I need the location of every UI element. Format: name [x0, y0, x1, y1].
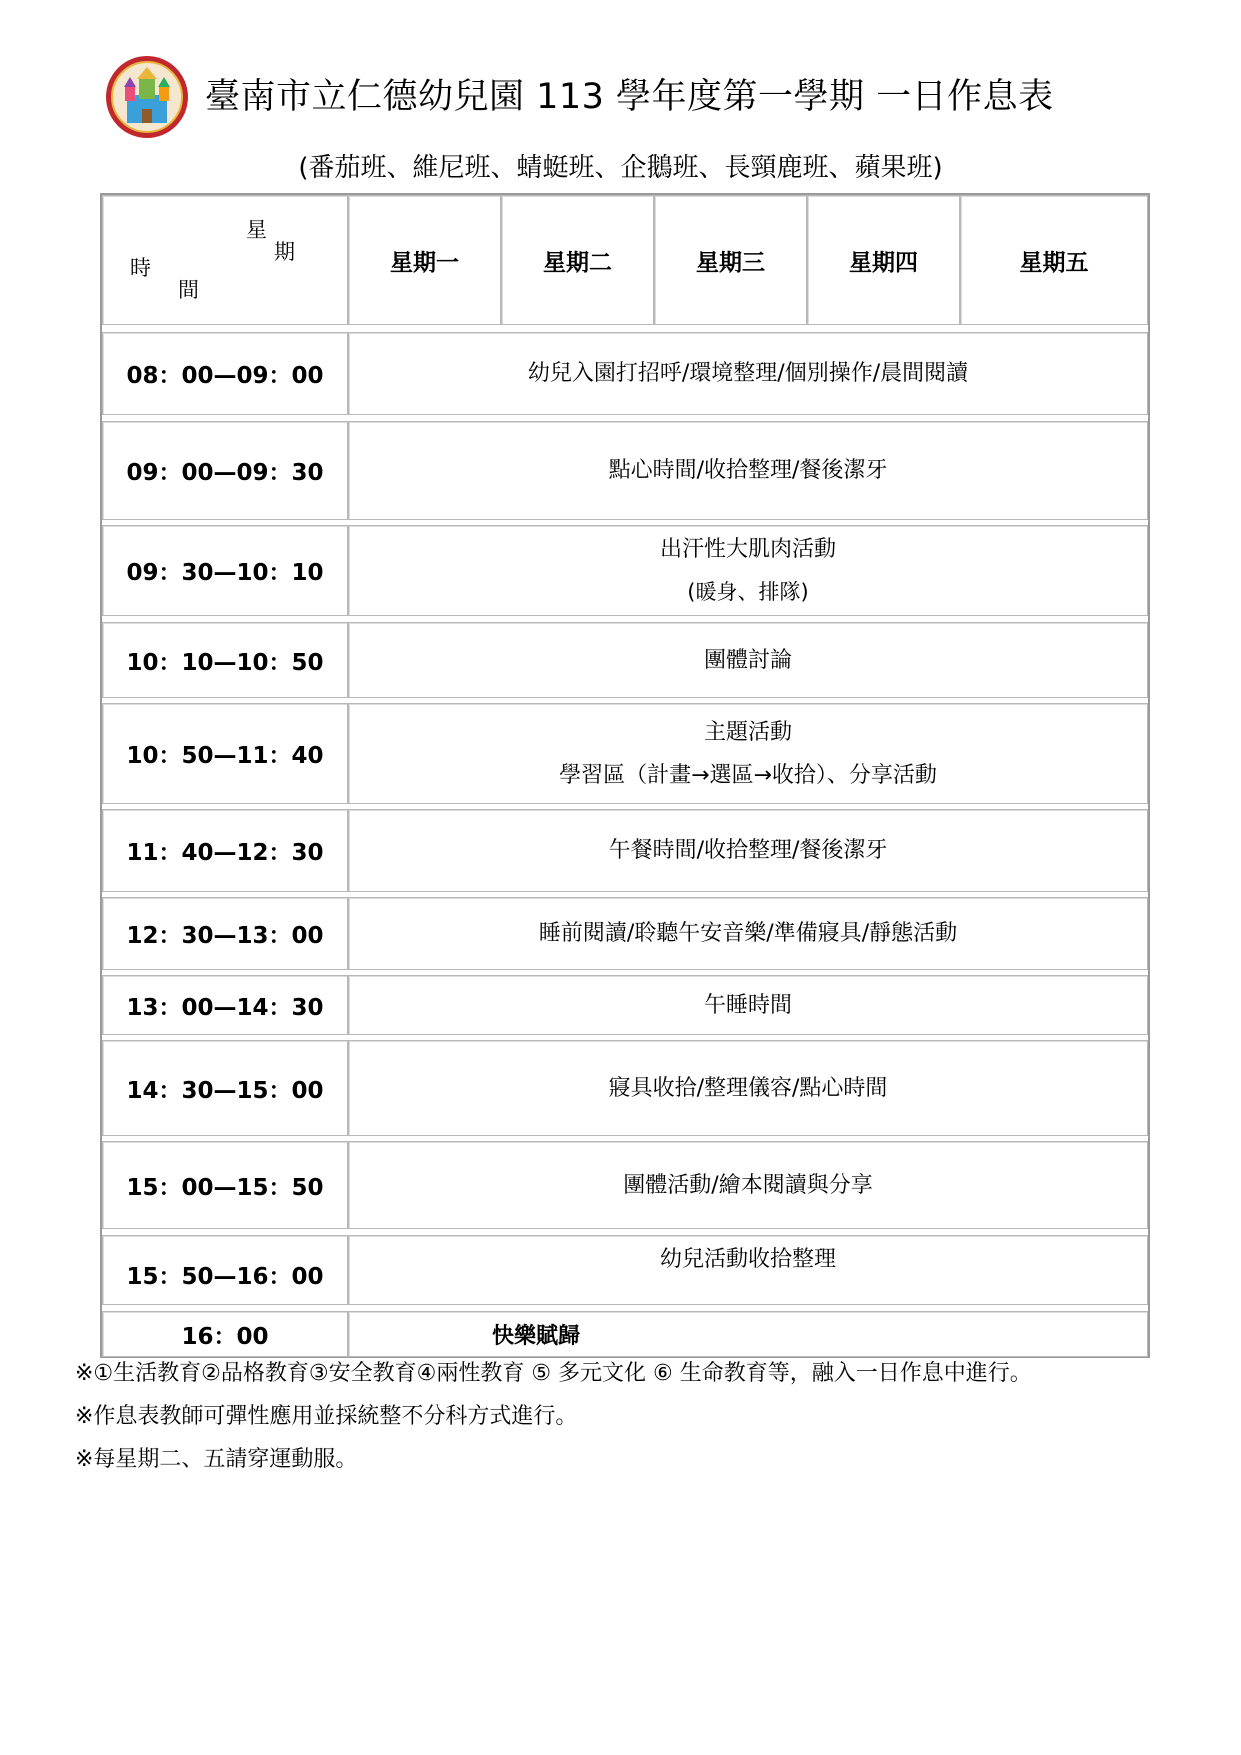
class-list-subtitle: (番茄班、維尼班、蜻蜓班、企鵝班、長頸鹿班、蘋果班): [298, 153, 943, 183]
time-cell: 10：10—10：50: [102, 622, 348, 698]
activity-cell: [348, 1040, 1148, 1136]
day-header-mon: 星期一: [348, 195, 501, 325]
activity-line: 午睡時間: [703, 992, 792, 1018]
activity-line: 幼兒入園打招呼/環境整理/個別操作/晨間閱讀: [527, 361, 969, 386]
corner-label-shi: 時: [130, 256, 151, 280]
corner-label-jian: 間: [178, 278, 199, 302]
activity-line: 出汗性大肌肉活動: [659, 536, 836, 562]
activity-cell: [348, 809, 1148, 892]
activity-line: 睡前閱讀/聆聽午安音樂/準備寢具/靜態活動: [538, 921, 958, 946]
school-logo-icon: [105, 55, 189, 139]
time-cell: 13：00—14：30: [102, 975, 348, 1035]
corner-label-xing: 星: [246, 218, 267, 242]
day-header-thu: 星期四: [807, 195, 960, 325]
activity-line: 主題活動: [703, 719, 792, 745]
note-item: ※①生活教育②品格教育③安全教育④兩性教育 ⑤ 多元文化 ⑥ 生命教育等，融入一日作息中進行。: [75, 1361, 1032, 1386]
activity-line: (暖身、排隊): [687, 579, 809, 604]
activity-cell: [348, 975, 1148, 1035]
note-item: ※作息表教師可彈性應用並採統整不分科方式進行。: [75, 1404, 578, 1429]
corner-header-cell: [102, 195, 348, 325]
time-cell: 09：30—10：10: [102, 525, 348, 616]
note-item: ※每星期二、五請穿運動服。: [75, 1447, 358, 1472]
time-cell: 08：00—09：00: [102, 332, 348, 415]
activity-line: 午餐時間/收拾整理/餐後潔牙: [608, 838, 888, 863]
time-cell: 10：50—11：40: [102, 703, 348, 804]
activity-cell: [348, 1141, 1148, 1229]
activity-line: 點心時間/收拾整理/餐後潔牙: [608, 458, 888, 483]
activity-cell: [348, 897, 1148, 970]
time-cell: 15：50—16：00: [102, 1235, 348, 1305]
activity-line: 快樂賦歸: [492, 1323, 581, 1349]
activity-line: 寢具收拾/整理儀容/點心時間: [608, 1075, 888, 1101]
activity-cell: [348, 622, 1148, 698]
activity-cell: [348, 525, 1148, 616]
notes-section: [75, 1352, 1032, 1481]
activity-cell: [348, 332, 1148, 415]
activity-line: 團體討論: [703, 647, 792, 673]
activity-line: 學習區（計畫→選區→收拾）、分享活動: [559, 762, 937, 788]
time-cell: 09：00—09：30: [102, 421, 348, 520]
activity-cell: [348, 1311, 1148, 1357]
activity-line: 幼兒活動收拾整理: [659, 1247, 836, 1272]
time-cell: 15：00—15：50: [102, 1141, 348, 1229]
corner-label-qi: 期: [274, 240, 295, 264]
activity-cell: [348, 1235, 1148, 1305]
day-header-tue: 星期二: [501, 195, 654, 325]
activity-line: 團體活動/繪本閱讀與分享: [623, 1172, 873, 1198]
time-cell: 14：30—15：00: [102, 1040, 348, 1136]
day-header-wed: 星期三: [654, 195, 807, 325]
page-header: [0, 55, 1241, 135]
day-header-fri: 星期五: [960, 195, 1148, 325]
page-title: 臺南市立仁德幼兒園 113 學年度第一學期 一日作息表: [205, 77, 1054, 117]
time-cell: 11：40—12：30: [102, 809, 348, 892]
time-cell: 12：30—13：00: [102, 897, 348, 970]
time-cell: 16：00: [102, 1311, 348, 1357]
schedule-table: [100, 193, 1150, 1358]
activity-cell: [348, 703, 1148, 804]
activity-cell: [348, 421, 1148, 520]
